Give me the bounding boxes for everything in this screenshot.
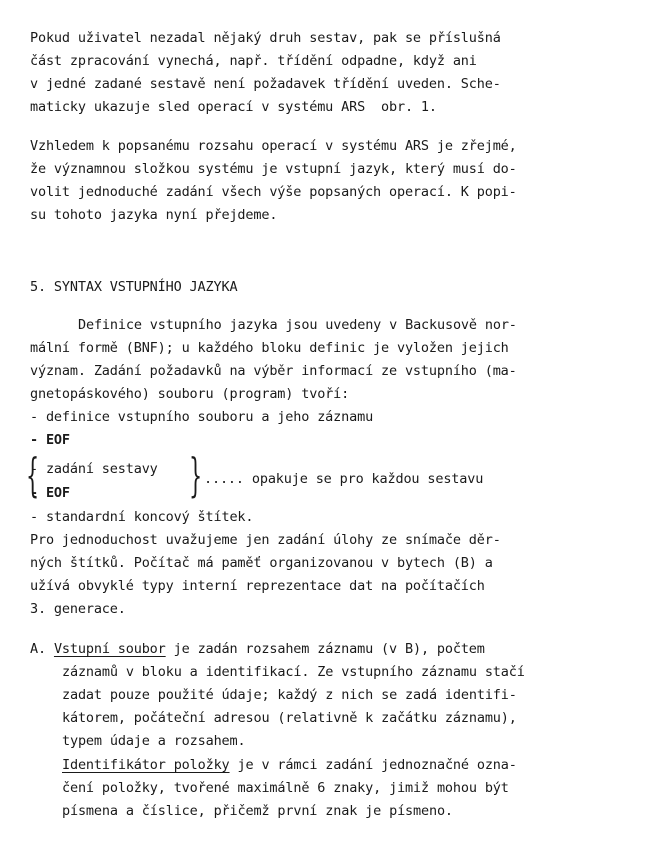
list-item-report-spec: - zadání sestavy [30, 461, 158, 477]
section-a-line-1-rest: je zadán rozsahem záznamu (v B), počtem [165, 641, 485, 657]
list-item-eof-1: - EOF [30, 432, 70, 448]
section-a-line-4: kátorem, počáteční adresou (relativně k začátku záznamu), [62, 710, 517, 726]
section-a-line-7: čení položky, tvořené maximálně 6 znaky, jimiž mohou být [62, 780, 509, 796]
section-a-line-6 [62, 756, 517, 774]
repeat-note: ..... opakuje se pro každou sestavu [204, 471, 484, 487]
paragraph-1-line-1: Pokud uživatel nezadal nějaký druh sestav, pak se příslušná [30, 30, 501, 46]
paragraph-4-line-4: 3. generace. [30, 601, 126, 617]
paragraph-1-line-3: v jedné zadané sestavě není požadavek třídění uveden. Sche- [30, 76, 501, 92]
section-a-line-6-rest: je v rámci zadání jednoznačné ozna- [229, 757, 517, 773]
right-brace: } [189, 448, 203, 502]
paragraph-2-line-2: že významnou složkou systému je vstupní jazyk, který musí do- [30, 161, 517, 177]
paragraph-1-line-4: maticky ukazuje sled operací v systému ARS obr. 1. [30, 99, 437, 115]
paragraph-2-line-4: su tohoto jazyka nyní přejdeme. [30, 207, 278, 223]
term-input-file: Vstupní soubor [53, 641, 166, 657]
paragraph-2-line-1: Vzhledem k popsanému rozsahu operací v systému ARS je zřejmé, [30, 138, 517, 154]
section-a-line-8: písmena a číslice, přičemž první znak je písmeno. [62, 803, 453, 819]
list-item-definition: - definice vstupního souboru a jeho záznamu [30, 409, 374, 425]
paragraph-2-line-3: volit jednoduché zadání všech výše popsaných operací. K popi- [30, 184, 517, 200]
paragraph-3-line-4: gnetopáskového) souboru (program) tvoří: [30, 386, 350, 402]
section-heading: 5. SYNTAX VSTUPNÍHO JAZYKA [30, 279, 238, 295]
paragraph-4-line-2: ných štítků. Počítač má paměť organizovanou v bytech (B) a [30, 555, 493, 571]
paragraph-4-line-1: Pro jednoduchost uvažujeme jen zadání úlohy ze snímače děr- [30, 532, 501, 548]
left-brace: { [26, 448, 40, 502]
section-a-line-1 [30, 640, 485, 658]
paragraph-1-line-2: část zpracování vynechá, např. třídění odpadne, když ani [30, 53, 477, 69]
section-a-line-3: zadat pouze použité údaje; každý z nich se zadá identifi- [62, 687, 517, 703]
section-a-line-5: typem údaje a rozsahem. [62, 733, 246, 749]
paragraph-3-line-1: Definice vstupního jazyka jsou uvedeny v Backusově nor- [78, 317, 517, 333]
paragraph-3-line-3: význam. Zadání požadavků na výběr informací ze vstupního (ma- [30, 363, 517, 379]
paragraph-3-line-2: mální formě (BNF); u každého bloku definic je vyložen jejich [30, 340, 509, 356]
term-item-identifier: Identifikátor položky [62, 757, 230, 773]
section-a-line-2: záznamů v bloku a identifikací. Ze vstupního záznamu stačí [62, 664, 525, 680]
list-item-eof-2: - EOF [30, 485, 70, 501]
section-a-marker: A. [30, 641, 46, 657]
paragraph-4-line-3: užívá obvyklé typy interní reprezentace dat na počítačích [30, 578, 485, 594]
list-item-end-label: - standardní koncový štítek. [30, 509, 254, 525]
